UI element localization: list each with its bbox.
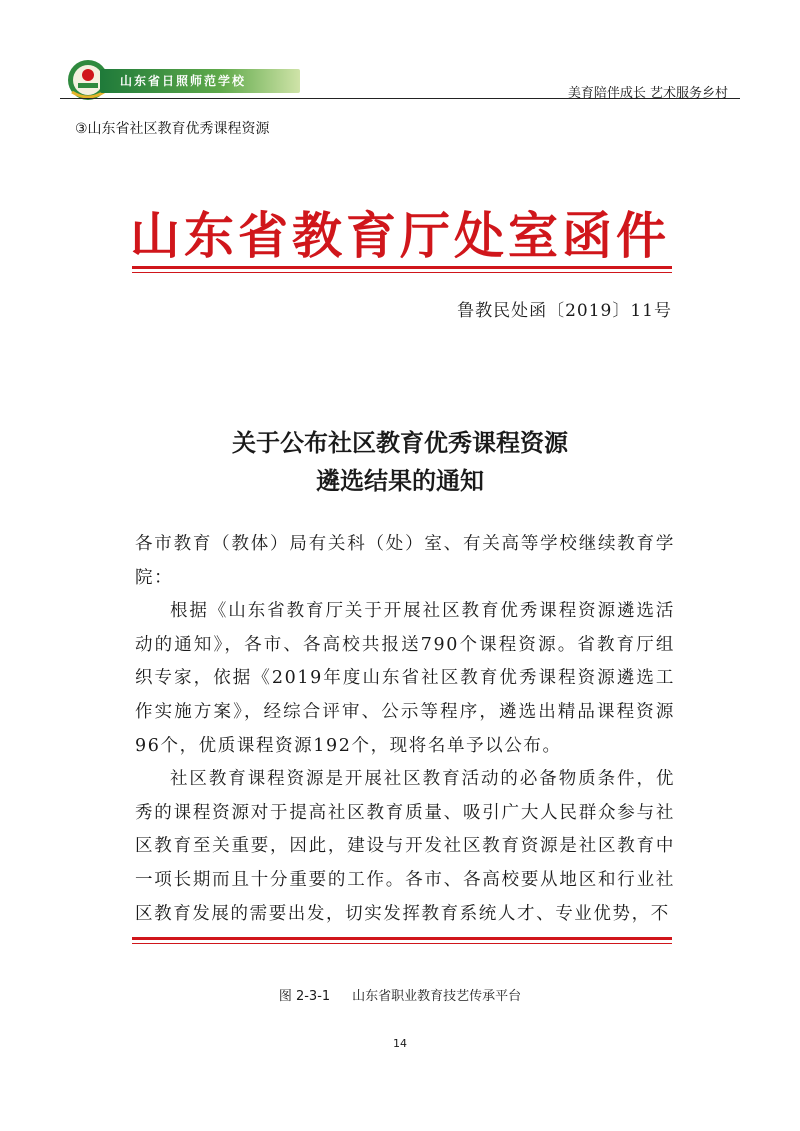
- body-paragraph-1: 根据《山东省教育厅关于开展社区教育优秀课程资源遴选活动的通知》，各市、各高校共报送790个课程资源。省教育厅组织专家，依据《2019年度山东省社区教育优秀课程资源遴选工作实施方案》，经综合评审、公示等程序，遴选出精品课程资源96个，优质课程资源192个，现将名单予以公布。: [135, 601, 675, 756]
- header-divider: [60, 98, 740, 99]
- notice-title-line1: 关于公布社区教育优秀课程资源: [232, 428, 568, 457]
- figure-caption-text: 山东省职业教育技艺传承平台: [352, 989, 522, 1004]
- salutation: 各市教育（教体）局有关科（处）室、有关高等学校继续教育学院：: [135, 534, 675, 588]
- figure-caption: [0, 985, 800, 1004]
- letterhead-red-rule-thin: [132, 272, 672, 273]
- notice-title-line2: 遴选结果的通知: [316, 466, 484, 495]
- body-paragraph-2: 社区教育课程资源是开展社区教育活动的必备物质条件，优秀的课程资源对于提高社区教育质量、吸引广大人民群众参与社区教育至关重要，因此，建设与开发社区教育资源是社区教育中一项长期而且十分重要的工作。各市、各高校要从地区和行业社区教育发展的需要出发，切实发挥教育系统人才、专业优势，不: [135, 769, 675, 924]
- header-slogan: 美育陪伴成长 艺术服务乡村: [567, 86, 728, 101]
- page-number: 14: [393, 1037, 407, 1050]
- page-header: [60, 58, 740, 102]
- school-name: 山东省日照师范学校: [120, 74, 247, 88]
- letterhead-title: 山东省教育厅处室函件: [130, 207, 670, 265]
- section-heading: ③山东省社区教育优秀课程资源: [75, 121, 270, 137]
- footer-red-rule-thin: [132, 943, 672, 944]
- figure-label: 图 2-3-1: [278, 989, 331, 1004]
- footer-red-rule: [132, 937, 672, 940]
- notice-title: [130, 424, 670, 500]
- notice-body: [135, 528, 675, 931]
- school-banner: [100, 69, 300, 93]
- letterhead-red-rule: [132, 266, 672, 269]
- document-number: 鲁教民处函〔2019〕11号: [457, 301, 672, 321]
